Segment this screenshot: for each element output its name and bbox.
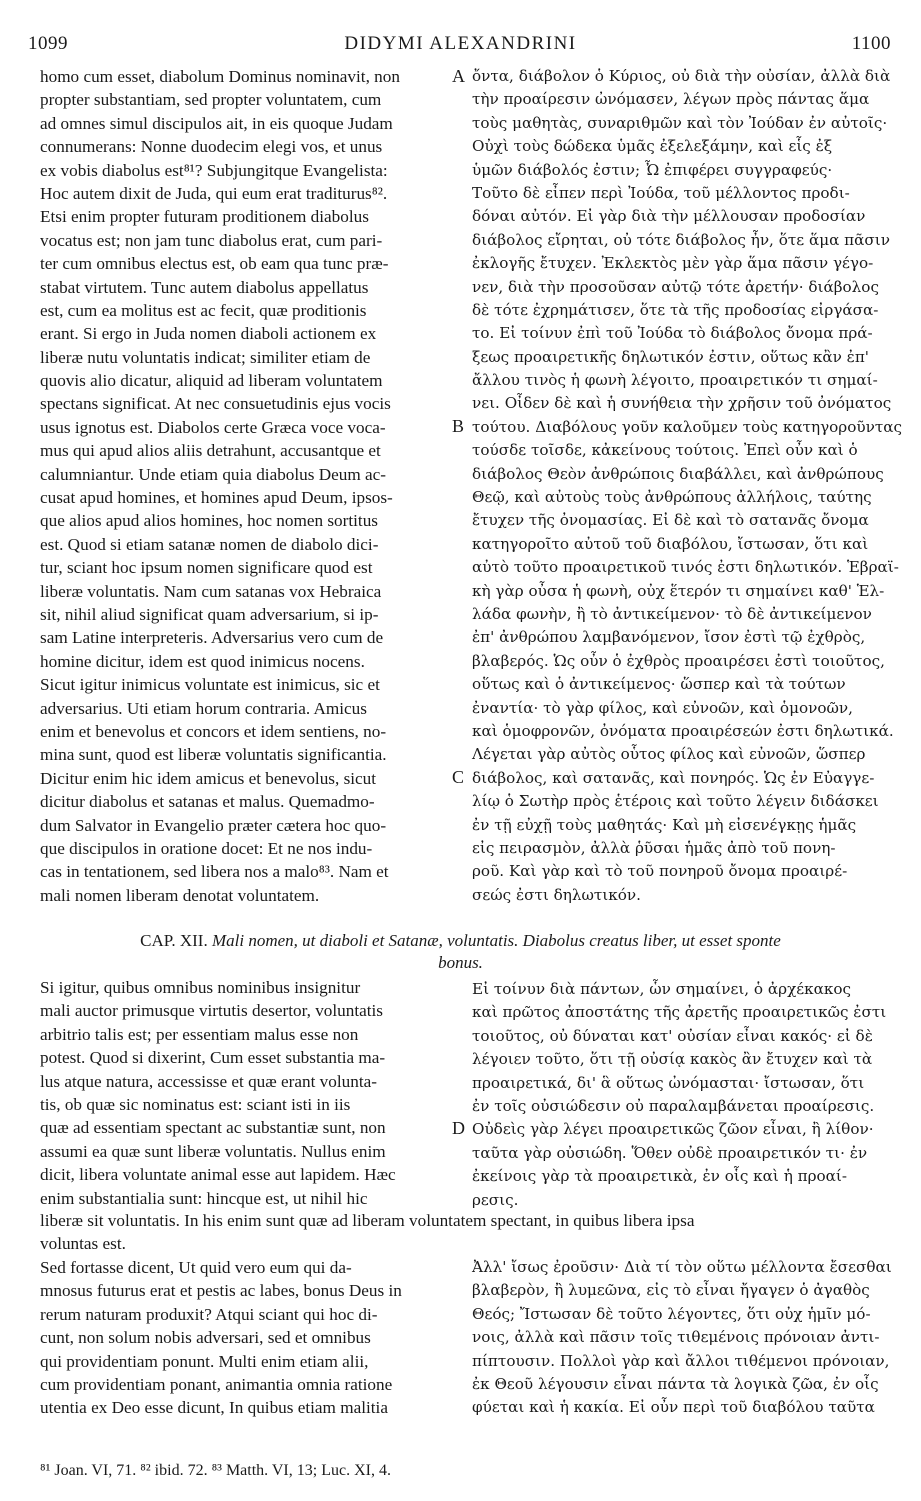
greek-text-line: κατηγοροῖτο αὐτοῦ τοῦ διαβόλου, ἴστωσαν, ὅτι καὶ — [472, 534, 869, 553]
latin-text-line: dicitur diabolus et satanas et malus. Quemadmo- — [40, 792, 375, 812]
right-page-number: 1100 — [851, 33, 891, 54]
latin-text-line: homine dicitur, idem est quod inimicus nocens. — [40, 651, 365, 671]
latin-column-middle — [40, 976, 460, 1210]
latin-text-line: usus ignotus est. Diabolos certe Græca voce voca- — [40, 417, 386, 437]
greek-text-line: ἔτυχεν τῆς ὀνομασίας. Εἰ δὲ καὶ τὸ σατανᾶς ὄνομα — [472, 511, 869, 530]
latin-text-line: liberæ nutu voluntatis indicat; similiter etiam de — [40, 347, 371, 367]
latin-text-line: assumi ea quæ sunt liberæ voluntatis. Nullus enim — [40, 1141, 386, 1161]
greek-text-line: οὕτως καὶ ὁ ἀντικείμενος· ὥσπερ καὶ τὰ τούτων — [472, 675, 846, 694]
greek-text-line: τοὺς μαθητὰς, συναριθμῶν καὶ τὸν Ἰούδαν ἐν αὐτοῖς· — [472, 113, 888, 132]
latin-text-line: stabat virtutem. Tunc autem diabolus appellatus — [40, 277, 369, 297]
latin-column-bottom — [40, 1256, 460, 1420]
greek-text-line: ἐναντία· τὸ γὰρ φίλος, καὶ εὐνοῶν, καὶ ὁμονοῶν, — [472, 698, 853, 717]
greek-column-bottom — [472, 1256, 892, 1420]
latin-text-line: tur, sciant hoc ipsum nomen significare quod est — [40, 558, 373, 578]
greek-text-line: νεν, διὰ τὴν προσοῦσαν αὐτῷ τότε ἀρετήν· διάβολος — [472, 277, 879, 296]
latin-text-line: Hoc autem dixit de Juda, qui eum erat traditurus⁸². — [40, 183, 388, 203]
chapter-title-line-2: bonus. — [438, 953, 483, 972]
greek-text-line: σεώς ἐστι δηλωτικόν. — [472, 885, 641, 904]
latin-text-line: que discipulos in oratione docet: Et ne nos indu- — [40, 838, 373, 858]
latin-text-line: Sed fortasse dicent, Ut quid vero eum qui da- — [40, 1258, 352, 1277]
greek-text-line: λίῳ ὁ Σωτὴρ πρὸς ἑτέροις καὶ τοῦτο λέγειν διδάσκει — [472, 792, 879, 811]
latin-text-line: cum providentiam ponant, animantia omnia ratione — [40, 1374, 393, 1394]
latin-text-line: voluntas est. — [40, 1234, 126, 1254]
greek-text-line: βλαβερὸν, ἢ λυμεῶνα, εἰς τὸ εἶναι ἤγαγεν ὁ ἀγαθὸς — [472, 1281, 870, 1300]
greek-text-line: δὲ τότε ἐχρημάτισεν, ὅτε τὰ τῆς προδοσίας εἰργάσα- — [472, 300, 879, 319]
margin-marker-c: C — [452, 767, 465, 787]
greek-text-line: ἐπ' ἀνθρώπου λαμβανόμενον, ἴσον ἐστὶ τῷ ἐχθρὸς, — [472, 628, 866, 647]
greek-text-line: ρεσις. — [472, 1190, 519, 1209]
latin-text-line: enim substantialia sunt: hincque est, ut nihil hic — [40, 1188, 368, 1208]
latin-text-line: Si igitur, quibus omnibus nominibus insignitur — [40, 978, 361, 997]
margin-marker-d: D — [452, 1118, 465, 1138]
greek-text-line: Ἀλλ' ἴσως ἐροῦσιν· Διὰ τί τὸν οὕτω μέλλοντα ἔσεσθαι — [472, 1258, 892, 1276]
latin-text-line: Sicut igitur inimicus voluntate est inimicus, sic et — [40, 675, 380, 695]
greek-text-line: διάβολος Θεὸν ἀνθρώποις διαβάλλει, καὶ ἀνθρώπους — [472, 464, 884, 483]
greek-text-line: ἐκλογῆς ἔτυχεν. Ἐκλεκτὸς μὲν γὰρ ἅμα πᾶσιν γέγο- — [472, 254, 874, 273]
greek-text-line: πίπτουσιν. Πολλοὶ γὰρ καὶ ἄλλοι τιθέμενοι πρόνοιαν, — [472, 1351, 890, 1370]
latin-text-line: ex vobis diabolus est⁸¹? Subjungitque Evangelista: — [40, 160, 388, 180]
greek-text-line: Εἰ τοίνυν διὰ πάντων, ὧν σημαίνει, ὁ ἀρχέκακος — [472, 980, 852, 998]
margin-marker-a: A — [452, 66, 465, 86]
greek-text-line: λάδα φωνὴν, ἢ τὸ ἀντικείμενον· τὸ δὲ ἀντικείμενον — [472, 604, 872, 623]
greek-text-line: ταῦτα γὰρ οὐσιώδη. Ὅθεν οὐδὲ προαιρετικόν τι· ἐν — [472, 1143, 868, 1162]
greek-text-line: το. Εἰ τοίνυν ἐπὶ τοῦ Ἰούδα τὸ διάβολος ὄνομα πρά- — [472, 324, 873, 343]
latin-text-line: adversarius. Uti etiam horum contraria. Amicus — [40, 698, 367, 718]
latin-text-line: est, cum ea molitus est ac fecit, quæ proditionis — [40, 300, 367, 320]
latin-text-line: potest. Quod si dixerint, Cum esset substantia ma- — [40, 1048, 386, 1068]
latin-text-line: quovis alio dicatur, aliquid ad liberam voluntatem — [40, 371, 383, 391]
latin-text-line: dum Salvator in Evangelio præter cætera hoc quo- — [40, 815, 387, 835]
footnotes: ⁸¹ Joan. VI, 71. ⁸² ibid. 72. ⁸³ Matth. VI, 13; Luc. XI, 4. — [40, 1462, 391, 1479]
margin-marker-b: B — [452, 416, 465, 436]
latin-text-line: homo cum esset, diabolum Dominus nominavit, non — [40, 67, 400, 86]
greek-text-line: ὑμῶν διάβολός ἐστιν; Ὦ ἐπιφέρει συγγραφεύς· — [472, 160, 833, 179]
latin-text-line: sit, nihil aliud significat quam adversarium, si ip- — [40, 604, 379, 624]
latin-text-line: quæ ad essentiam spectant ac substantiæ sunt, non — [40, 1118, 386, 1138]
greek-text-line: τὴν προαίρεσιν ὠνόμασεν, λέγων πρὸς πάντας ἅμα — [472, 90, 870, 109]
greek-text-line: ἐν τῇ εὐχῇ τοὺς μαθητάς· Καὶ μὴ εἰσενέγκῃς ἡμᾶς — [472, 815, 857, 834]
latin-text-line: ad omnes simul discipulos ait, in eis quoque Judam — [40, 113, 393, 133]
chapter-title-line-1: Mali nomen, ut diaboli et Satanæ, voluntatis. Diabolus creatus liber, ut esset sponte — [211, 931, 781, 950]
latin-text-line: liberæ voluntatis. Nam cum satanas vox Hebraica — [40, 581, 382, 601]
greek-text-line: προαιρετικά, δι' ἃ οὕτως ὠνόμασται· ἴστωσαν, ὅτι — [472, 1073, 865, 1092]
greek-text-line: Τοῦτο δὲ εἶπεν περὶ Ἰούδα, τοῦ μέλλοντος προδι- — [472, 183, 850, 202]
greek-text-line: λέγοιεν τοῦτο, ὅτι τῇ οὐσίᾳ κακὸς ἂν ἔτυχεν καὶ τὰ — [472, 1050, 873, 1069]
latin-column-top — [40, 65, 460, 907]
greek-text-line: ἐν τοῖς οὐσιώδεσιν οὐ παραλαμβάνεται προαίρεσις. — [472, 1096, 875, 1115]
latin-text-line: est. Quod si etiam satanæ nomen de diabolo dici- — [40, 534, 379, 554]
greek-text-line: αὐτὸ τοῦτο προαιρετικοῦ τινός ἐστι δηλωτικόν. Ἑβραϊ- — [472, 558, 899, 577]
latin-text-line: mus qui apud alios aliis detrahunt, accusantque et — [40, 441, 381, 461]
latin-text-line: enim et benevolus et concors et idem sentiens, no- — [40, 721, 387, 741]
greek-text-line: τούτου. Διαβόλους γοῦν καλοῦμεν τοὺς κατηγοροῦντας — [472, 417, 902, 436]
greek-text-line: εἰς πειρασμὸν, ἀλλὰ ῥῦσαι ἡμᾶς ἀπὸ τοῦ πονη- — [472, 838, 836, 857]
greek-text-line: νει. Οἶδεν δὲ καὶ ἡ συνήθεια τὴν χρῆσιν τοῦ ὀνόματος — [472, 394, 892, 413]
latin-text-line: ter cum omnibus electus est, ob eam qua tunc præ- — [40, 254, 389, 274]
latin-text-line: lus atque natura, accessisse et quæ erant volunta- — [40, 1071, 377, 1091]
greek-text-line: ἄλλου τινὸς ἡ φωνὴ λέγοιτο, προαιρετικόν τι σημαί- — [472, 371, 878, 390]
greek-text-line: ροῦ. Καὶ γὰρ καὶ τὸ τοῦ πονηροῦ ὄνομα προαιρέ- — [472, 862, 848, 881]
latin-text-line: Dicitur enim hic idem amicus et benevolus, sicut — [40, 768, 377, 788]
greek-text-line: τοιοῦτος, οὐ δύναται κατ' οὐσίαν εἶναι κακός· εἰ δὲ — [472, 1026, 873, 1045]
latin-text-line: cunt, non solum nobis adversari, sed et omnibus — [40, 1328, 371, 1348]
latin-text-line: calumniantur. Unde etiam quia diabolus Deum ac- — [40, 464, 387, 484]
greek-text-line: καὶ πρῶτος ἀποστάτης τῆς ἀρετῆς προαιρετικῶς ἐστι — [472, 1003, 887, 1022]
latin-text-line: propter substantiam, sed propter voluntatem, cum — [40, 90, 382, 110]
greek-text-line: φύεται καὶ ἡ κακία. Εἰ οὖν περὶ τοῦ διαβόλου ταῦτα — [472, 1398, 875, 1417]
chapter-heading — [40, 930, 881, 974]
latin-text-line: spectans significat. At nec consuetudinis ejus vocis — [40, 394, 391, 414]
running-title: DIDYMI ALEXANDRINI — [344, 33, 577, 54]
greek-text-line: Λέγεται γὰρ αὐτὸς οὗτος φίλος καὶ εὐνοῶν, ὥσπερ — [472, 745, 866, 764]
latin-text-line: utentia ex Deo esse dicunt, In quibus etiam malitia — [40, 1398, 388, 1418]
latin-text-line: tis, ob quæ sic nominatus est: sciant isti in iis — [40, 1094, 351, 1114]
latin-text-line: mali nomen liberam denotat voluntatem. — [40, 885, 320, 905]
greek-text-line: ἐκ Θεοῦ λέγουσιν εἶναι πάντα τὰ λογικὰ ζῶα, ἐν οἷς — [472, 1374, 879, 1393]
greek-text-line: καὶ ὁμοφρονῶν, ὀνόματα προαιρέσεών ἐστι δηλωτικά. — [472, 721, 894, 740]
latin-text-line: mnosus futurus erat et pestis ac labes, bonus Deus in — [40, 1281, 402, 1301]
latin-text-line: mina sunt, quod est liberæ voluntatis significantia. — [40, 745, 387, 765]
greek-text-line: ἐκείνοις γὰρ τὰ προαιρετικὰ, ἐν οἷς καὶ ἡ προαί- — [472, 1167, 848, 1186]
latin-text-line: sam Latine interpreteris. Adversarius vero cum de — [40, 628, 384, 648]
latin-text-line: connumerans: Nonne duodecim elegi vos, et unus — [40, 137, 383, 157]
greek-column-middle — [472, 978, 892, 1212]
full-width-latin-line — [40, 1209, 890, 1256]
greek-text-line: ὄντα, διάβολον ὁ Κύριος, οὐ διὰ τὴν οὐσίαν, ἀλλὰ διὰ — [472, 67, 891, 85]
greek-text-line: Οὐχὶ τοὺς δώδεκα ὑμᾶς ἐξελεξάμην, καὶ εἷς ἐξ — [472, 137, 833, 156]
latin-text-line: que alios apud alios homines, hoc nomen sortitus — [40, 511, 378, 531]
latin-text-line: vocatus est; non jam tunc diabolus erat, cum pari- — [40, 230, 383, 250]
latin-text-line: Etsi enim propter futuram proditionem diabolus — [40, 207, 369, 227]
greek-text-line: τούσδε τοῖσδε, κἀκείνους τούτοις. Ἐπεὶ οὖν καὶ ὁ — [472, 441, 858, 460]
greek-text-line: νοις, ἀλλὰ καὶ πᾶσιν τοῖς τιθεμένοις πρόνοιαν ἀντι- — [472, 1328, 880, 1347]
greek-text-line: διάβολος εἴρηται, οὐ τότε διάβολος ἦν, ὅτε ἅμα πᾶσιν — [472, 230, 890, 249]
greek-text-line: κὴ γὰρ οὖσα ἡ φωνὴ, οὐχ ἕτερόν τι σημαίνει καθ' Ἑλ- — [472, 581, 885, 600]
greek-text-line: Θεῷ, καὶ αὐτοὺς τοὺς ἀνθρώπους ἀλλήλοις, ταύτης — [472, 488, 872, 507]
greek-text-line: βλαβερός. Ὡς οὖν ὁ ἐχθρὸς προαιρέσει ἐστὶ τοιοῦτος, — [472, 651, 885, 670]
left-page-number: 1099 — [28, 33, 68, 54]
greek-text-line: Οὐδεὶς γὰρ λέγει προαιρετικῶς ζῶον εἶναι, ἢ λίθον· — [472, 1120, 874, 1139]
greek-text-line: διάβολος, καὶ σατανᾶς, καὶ πονηρός. Ὡς ἐν Εὐαγγε- — [472, 768, 875, 787]
greek-text-line: ξεως προαιρετικῆς δηλωτικόν ἐστιν, οὕτως κἂν ἐπ' — [472, 347, 869, 366]
latin-text-line: dicit, libera voluntate animal esse aut lapidem. Hæc — [40, 1165, 396, 1185]
greek-text-line: Θεός; Ἴστωσαν δὲ τοῦτο λέγοντες, ὅτι οὐχ ἡμῖν μό- — [472, 1304, 871, 1323]
latin-text-line: cusat apud homines, et homines apud Deum, ipsos- — [40, 488, 393, 508]
latin-text-line: mali auctor primusque virtutis desertor, voluntatis — [40, 1001, 383, 1021]
latin-text-line: liberæ sit voluntatis. In his enim sunt quæ ad liberam voluntatem spectant, in quibus libera ipsa — [40, 1211, 695, 1230]
greek-column-top — [472, 65, 902, 907]
latin-text-line: qui providentiam ponunt. Multi enim etiam alii, — [40, 1351, 369, 1371]
chapter-number: CAP. XII. — [140, 931, 208, 950]
latin-text-line: cas in tentationem, sed libera nos a malo⁸³. Nam et — [40, 862, 389, 882]
latin-text-line: rerum naturam produxit? Atqui sciant qui hoc di- — [40, 1304, 378, 1324]
latin-text-line: erant. Si ergo in Juda nomen diaboli actionem ex — [40, 324, 377, 344]
latin-text-line: arbitrio talis est; per essentiam malus esse non — [40, 1024, 359, 1044]
greek-text-line: δόναι αὐτόν. Εἰ γὰρ διὰ τὴν μέλλουσαν προδοσίαν — [472, 207, 866, 226]
